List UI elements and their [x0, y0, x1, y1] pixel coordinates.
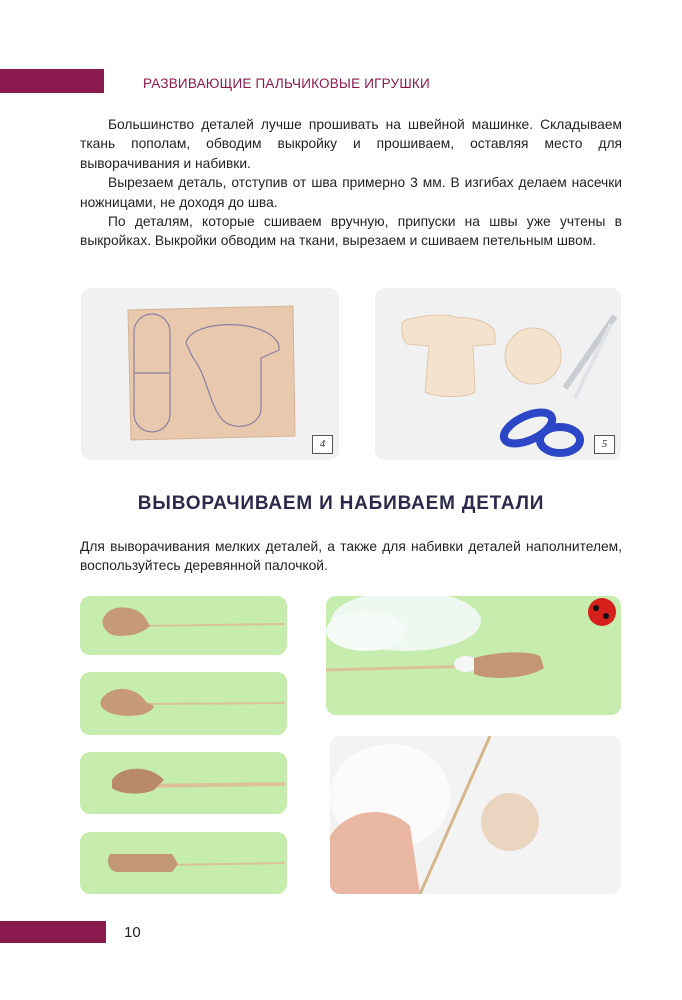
photo-felt-with-traced-pattern: [81, 288, 339, 460]
intro-paragraph: Для выворачивания мелких деталей, а также для набивки деталей наполнителем, воспользуйтесь деревянной палочкой.: [80, 539, 622, 574]
photo-turning-step-2: [80, 672, 287, 735]
photo-turning-step-1: [80, 596, 287, 655]
footer-accent-bar: [0, 921, 106, 943]
photo-turning-step-4: [80, 832, 287, 894]
photo-turning-step-3: [80, 752, 287, 814]
figure-number-4: 4: [312, 435, 333, 454]
body-text: [80, 115, 622, 251]
running-title: РАЗВИВАЮЩИЕ ПАЛЬЧИКОВЫЕ ИГРУШКИ: [143, 76, 430, 91]
photo-cut-pieces-with-scissors: [375, 288, 621, 460]
paragraph: Вырезаем деталь, отступив от шва примерно 3 мм. В изгибах делаем насечки ножницами, не доходя до шва.: [80, 175, 622, 210]
section-intro: [80, 537, 622, 576]
section-heading: ВЫВОРАЧИВАЕМ И НАБИВАЕМ ДЕТАЛИ: [137, 493, 545, 514]
photo-stuffing-ball: [330, 736, 621, 894]
paragraph: По деталям, которые сшиваем вручную, припуски на швы уже учтены в выкройках. Выкройки обводим на ткани, вырезаем и сшиваем петельным швом.: [80, 214, 622, 249]
header-accent-bar: [0, 69, 104, 93]
page-number: 10: [124, 924, 141, 941]
paragraph: Большинство деталей лучше прошивать на швейной машинке. Складываем ткань пополам, обводим выкройку и прошиваем, оставляя место для выворачивания и набивки.: [80, 117, 622, 171]
photo-stuffing-with-stick: [326, 596, 621, 715]
figure-number-5: 5: [594, 435, 615, 454]
